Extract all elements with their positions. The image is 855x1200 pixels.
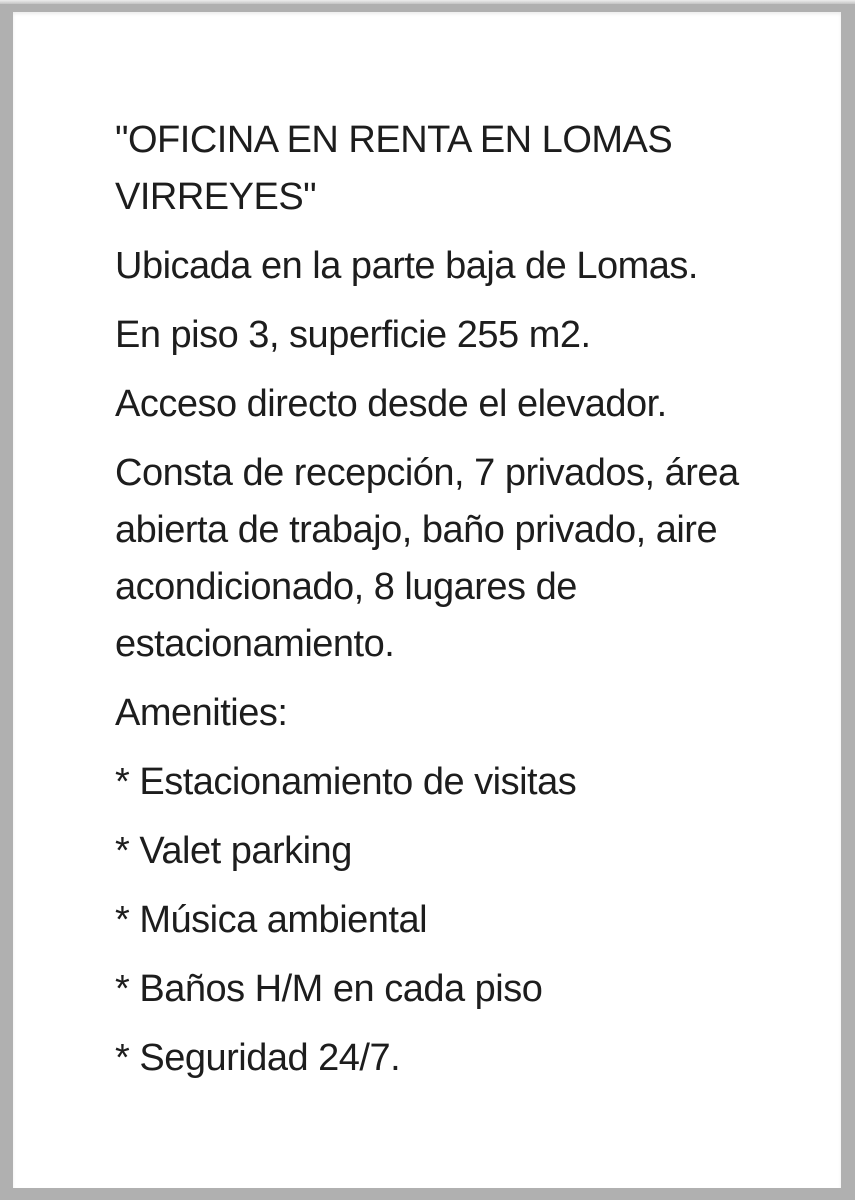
paragraph-description: Consta de recepción, 7 privados, área abierta de trabajo, baño privado, aire acondicionado, 8 lugares de estacionamiento. xyxy=(115,452,739,665)
document-page xyxy=(13,12,841,1188)
amenities-heading: Amenities: xyxy=(115,692,288,734)
listing-title: "OFICINA EN RENTA EN LOMAS VIRREYES" xyxy=(115,119,673,218)
amenity-item-visitor-parking: * Estacionamiento de visitas xyxy=(115,761,577,803)
document-content xyxy=(13,12,740,1087)
paragraph-elevator-access: Acceso directo desde el elevador. xyxy=(115,383,667,425)
amenity-item-bathrooms: * Baños H/M en cada piso xyxy=(115,968,543,1010)
paragraph-location: Ubicada en la parte baja de Lomas. xyxy=(115,245,698,287)
frame-top-highlight xyxy=(0,0,855,4)
paragraph-floor-surface: En piso 3, superficie 255 m2. xyxy=(115,314,591,356)
amenity-item-valet-parking: * Valet parking xyxy=(115,830,352,872)
amenity-item-ambient-music: * Música ambiental xyxy=(115,899,428,941)
amenity-item-security: * Seguridad 24/7. xyxy=(115,1037,401,1079)
